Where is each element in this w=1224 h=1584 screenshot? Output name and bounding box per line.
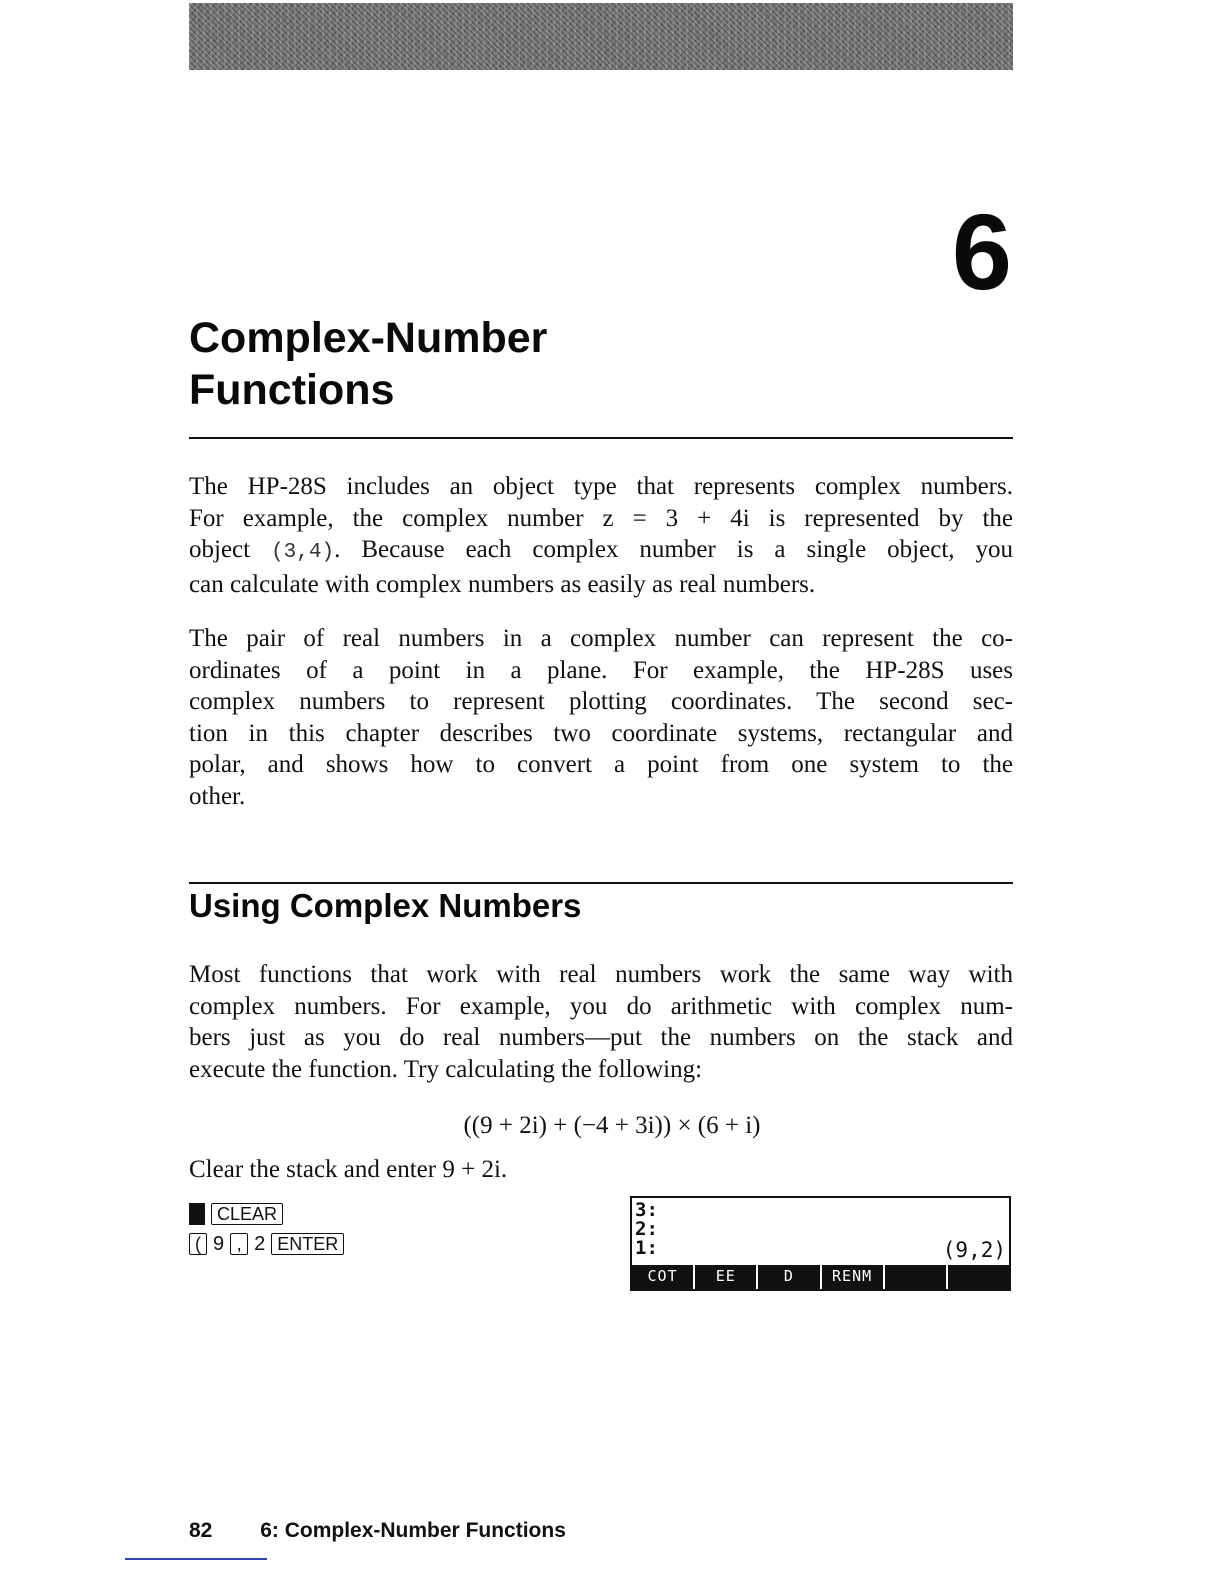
complex-object-literal: (3,4) <box>271 541 335 564</box>
text-line: execute the function. Try calculating the following: <box>189 1055 703 1083</box>
text-line: For example, the complex number z = 3 + 4i is represented by the <box>189 504 1013 532</box>
chapter-banner <box>189 3 1013 70</box>
comma-key: , <box>230 1233 248 1255</box>
menu-labels <box>632 1264 1009 1289</box>
clear-key: CLEAR <box>211 1203 283 1225</box>
chapter-number: 6 <box>951 191 1012 312</box>
digit-key: 9 <box>213 1233 225 1255</box>
text-line: other. <box>189 782 246 810</box>
text-line: bers just as you do real numbers—put the numbers on the stack and <box>189 1024 1013 1051</box>
paren-key: ( <box>189 1233 207 1255</box>
text-line: The pair of real numbers in a complex number can represent the co- <box>189 625 1013 652</box>
text-fragment: object <box>189 536 251 563</box>
text-line: The HP-28S includes an object type that represents complex numbers. <box>189 473 1013 500</box>
text-fragment: . Because each complex number is a single object, you <box>334 536 1013 563</box>
stack-level-1: 1: <box>635 1237 658 1259</box>
section-paragraph <box>189 959 1013 1085</box>
shift-key-icon <box>189 1203 205 1225</box>
keystroke-row-2 <box>189 1232 344 1256</box>
text-line: polar, and shows how to convert a point from one system to the <box>189 751 1013 778</box>
text-line: ordinates of a point in a plane. For example, the HP-28S uses <box>189 656 1013 684</box>
keystroke-row-1 <box>189 1203 283 1225</box>
menu-key: RENM <box>822 1265 883 1289</box>
text-line: tion in this chapter describes two coordinate systems, rectangular and <box>189 719 1013 747</box>
page-footer <box>189 1519 566 1543</box>
footer-rule <box>125 1558 267 1560</box>
calculator-display <box>630 1196 1011 1291</box>
title-rule <box>189 437 1013 439</box>
menu-key: EE <box>695 1265 756 1289</box>
chapter-title-line: Complex-Number <box>189 314 548 362</box>
text-line: Most functions that work with real numbers work the same way with <box>189 961 1013 988</box>
equation: ((9 + 2i) + (−4 + 3i)) × (6 + i) <box>463 1112 761 1139</box>
stack-value: (9,2) <box>942 1238 1006 1262</box>
section-rule <box>189 882 1013 884</box>
text-line: complex numbers. For example, you do arithmetic with complex num- <box>189 992 1013 1020</box>
intro-paragraph-1 <box>189 471 1013 600</box>
digit-key: 2 <box>254 1233 266 1255</box>
menu-key <box>948 1265 1009 1289</box>
text-line: complex numbers to represent plotting coordinates. The second sec- <box>189 688 1013 715</box>
menu-key: COT <box>632 1265 693 1289</box>
running-title: 6: Complex-Number Functions <box>260 1519 566 1542</box>
stack-level-2: 2: <box>635 1218 658 1240</box>
page-number: 82 <box>189 1519 213 1542</box>
enter-key: ENTER <box>271 1233 344 1255</box>
text-line: can calculate with complex numbers as easily as real numbers. <box>189 570 816 598</box>
menu-key <box>885 1265 946 1289</box>
instruction-text: Clear the stack and enter 9 + 2i. <box>189 1156 508 1183</box>
intro-paragraph-2 <box>189 623 1013 812</box>
chapter-title <box>189 312 789 416</box>
stack-level-3: 3: <box>635 1199 658 1221</box>
menu-key: D <box>758 1265 819 1289</box>
chapter-title-line: Functions <box>189 366 395 414</box>
text-line <box>189 534 1013 569</box>
section-title: Using Complex Numbers <box>189 887 582 924</box>
